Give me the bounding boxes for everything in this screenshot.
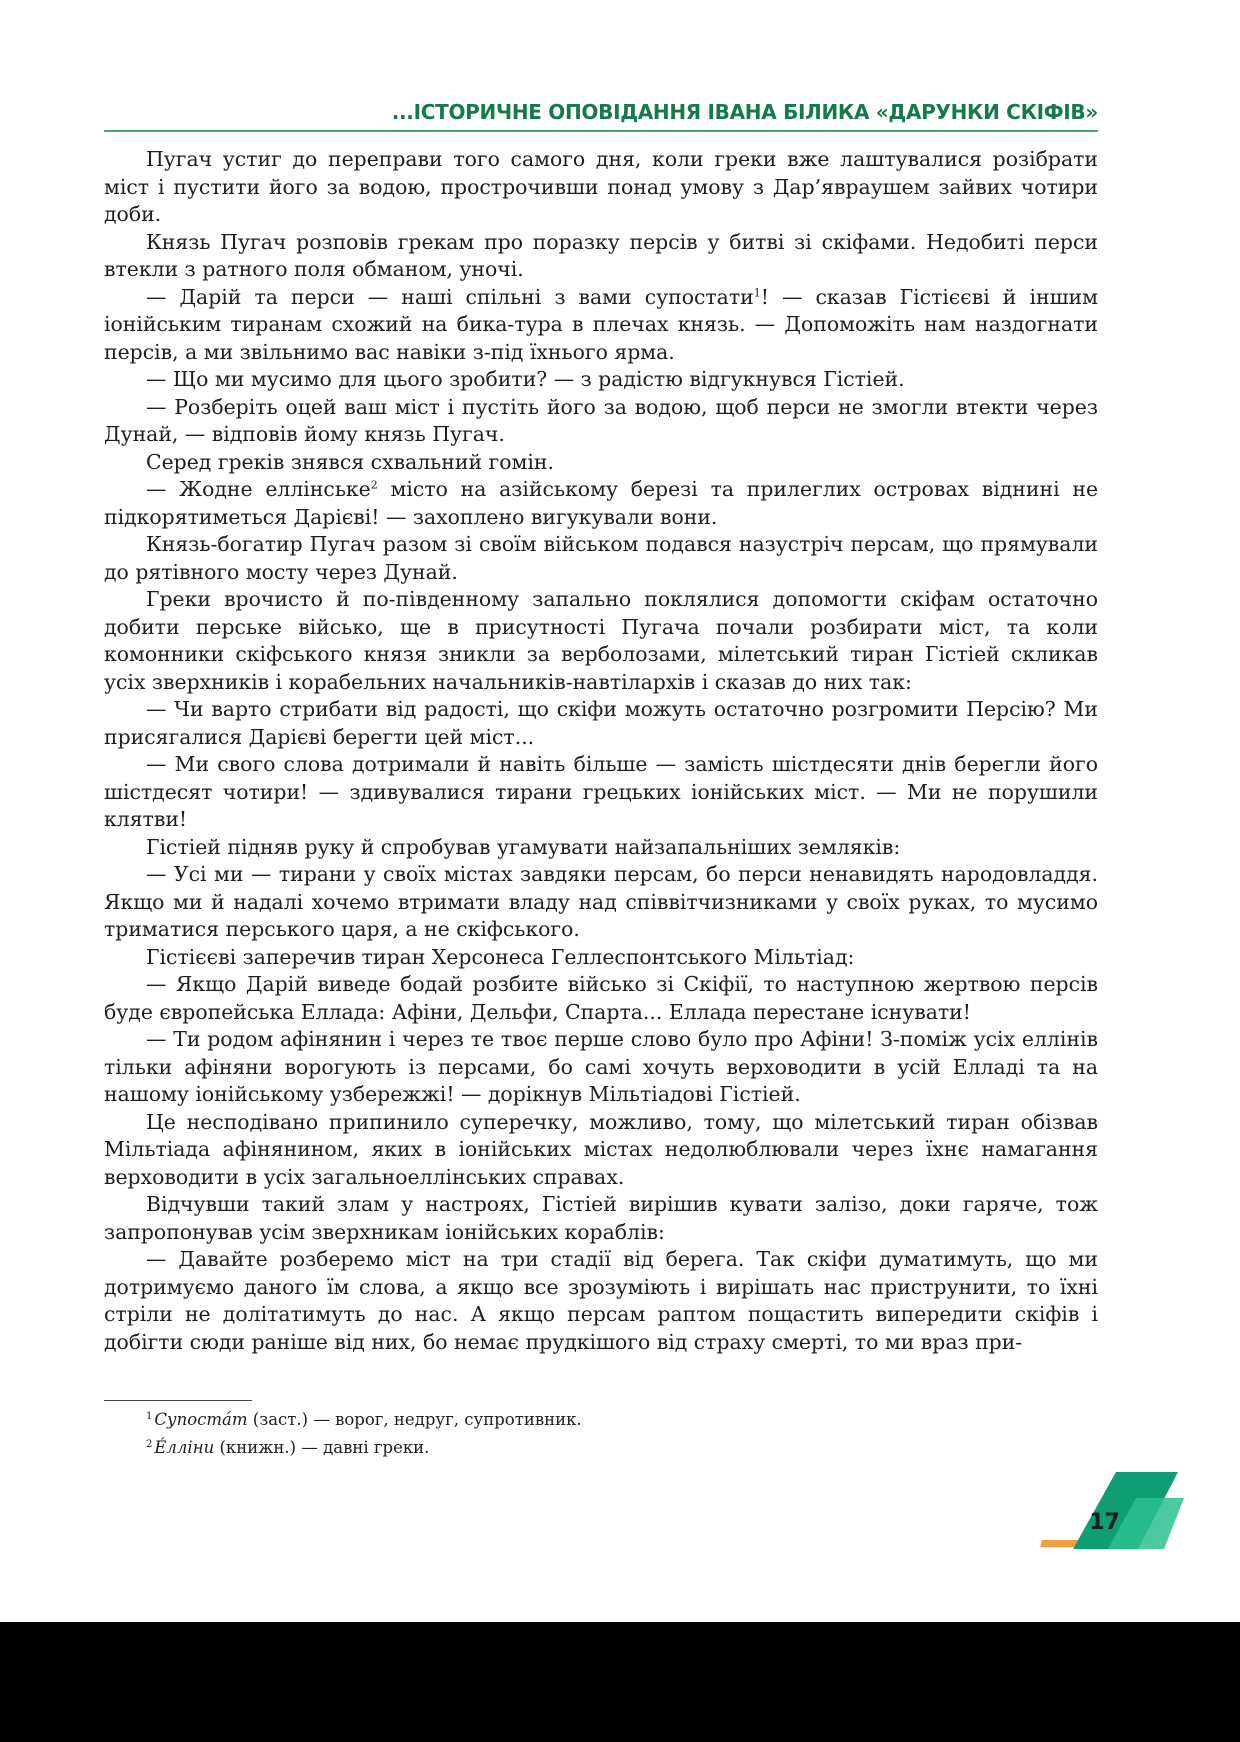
header-rule bbox=[104, 130, 1098, 132]
page-number: 17 bbox=[1089, 1510, 1120, 1535]
paragraph-6: Серед греків знявся схвальний гомін. bbox=[146, 449, 554, 474]
footnote-note: (книжн.) bbox=[214, 1438, 297, 1457]
paragraph-16: — Ти родом афінянин і через те твоє перше слово було про Афіни! З-поміж усіх еллінів тільки афіняни ворогують із персами, бо самі хочуть верховодити в усій Елладі та на нашому іонійському узбережжі! — дорікнув Мільтіадові Гістіей. bbox=[104, 1027, 1098, 1106]
running-header: ...ІСТОРИЧНЕ ОПОВІДАННЯ ІВАНА БІЛИКА «ДАРУНКИ СКІФІВ» bbox=[391, 100, 1098, 124]
paragraph-17: Це несподівано припинило суперечку, можливо, тому, що мілетський тиран обізвав Мільтіада афінянином, яких в іонійських містах недолюблювали через їхнє намагання верховодити в усіх загальноеллінських справах. bbox=[104, 1109, 1098, 1189]
footnote-2 bbox=[146, 1434, 1046, 1462]
footnote-rule bbox=[104, 1400, 252, 1401]
paragraph-11: — Ми свого слова дотримали й навіть більше — замість шістдесяти днів берегли його шістдесят чотири! — здивувалися тирани грецьких іонійських міст. — Ми не порушили клятви! bbox=[104, 752, 1098, 831]
paragraph-1: Пугач устиг до переправи того самого дня, коли греки вже лаштувалися розібрати міст і пустити його за водою, прострочивши понад умову з Дар’явраушем зайвих чотири доби. bbox=[104, 147, 1098, 226]
paragraph-10: — Чи варто стрибати від радості, що скіфи можуть остаточно розгромити Персію? Ми присягалися Дарієві берегти цей міст... bbox=[104, 697, 1098, 749]
footnote-text: — ворог, недруг, супротивник. bbox=[308, 1410, 582, 1429]
footnote-number: 1 bbox=[146, 1411, 153, 1422]
paragraph-13: — Усі ми — тирани у своїх містах завдяки персам, бо перси ненавидять народовладдя. Якщо ми й надалі хочемо втримати владу над співвітчизниками у своїх руках, то мусимо триматися перського царя, а не скіфського. bbox=[104, 862, 1098, 941]
footnote-term: Супостáт bbox=[154, 1410, 248, 1429]
footnote-term: Éлліни bbox=[154, 1438, 215, 1457]
paragraph-5: — Розберіть оцей ваш міст і пустіть його за водою, щоб перси не змогли втекти через Дунай, — відповів йому князь Пугач. bbox=[104, 394, 1098, 446]
footnote-text: — давні греки. bbox=[296, 1438, 430, 1457]
paragraph-7-end: місто на азійському березі та прилеглих островах віднині не підкорятиметься Дарієві! — захоплено вигукували вони. bbox=[104, 477, 1099, 529]
paragraph-4: — Що ми мусимо для цього зробити? — з радістю відгукнувся Гістіей. bbox=[146, 367, 905, 391]
paragraph-15: — Якщо Дарій виведе бодай розбите військо зі Скіфії, то наступною жертвою персів буде європейська Еллада: Афіни, Дельфи, Спарта... Еллада перестане існувати! bbox=[104, 972, 1098, 1024]
paragraph-14: Гістієєві заперечив тиран Херсонеса Геллеспонтського Мільтіад: bbox=[146, 944, 855, 969]
footnotes bbox=[146, 1406, 1046, 1462]
footnote-note: (заст.) bbox=[247, 1410, 309, 1429]
footnote-ref-2: 2 bbox=[370, 478, 378, 492]
paragraph-8: Князь-богатир Пугач разом зі своїм військом подався назустріч персам, що прямували до рятівного мосту через Дунай. bbox=[104, 532, 1098, 584]
footnote-1 bbox=[146, 1406, 1046, 1434]
paragraph-3-start: — Дарій та перси — наші спільні з вами супостати bbox=[146, 284, 754, 309]
paragraph-19: — Давайте розберемо міст на три стадії від берега. Так скіфи думатимуть, що ми дотримуємо даного їм слова, а якщо все зрозуміють і вирішать нас приструнити, то їхні стріли не долітатимуть до нас. А якщо персам раптом пощастить випередити скіфів і добігти сюди раніше від них, бо немає прудкішого від страху смерті, то ми враз при- bbox=[104, 1247, 1098, 1354]
paragraph-3 bbox=[104, 284, 1098, 367]
footnote-ref-1: 1 bbox=[753, 285, 761, 299]
body-text bbox=[104, 146, 1098, 1356]
paragraph-7-start: — Жодне еллінське bbox=[146, 477, 371, 501]
page-number-block bbox=[1040, 1470, 1200, 1570]
paragraph-7 bbox=[104, 476, 1098, 531]
paragraph-2: Князь Пугач розповів грекам про поразку персів у битві зі скіфами. Недобиті перси втекли з ратного поля обманом, уночі. bbox=[104, 229, 1098, 281]
paragraph-3-end: ! — сказав Гістієєві й іншим іонійським тиранам схожий на бика-тура в плечах князь. — Допоможіть нам наздогнати персів, а ми звільнимо вас навіки з-під їхнього ярма. bbox=[104, 284, 1098, 364]
paragraph-12: Гістіей підняв руку й спробував угамувати найзапальніших земляків: bbox=[146, 834, 901, 859]
footnote-number: 2 bbox=[146, 1439, 153, 1450]
paragraph-18: Відчувши такий злам у настроях, Гістіей вирішив кувати залізо, доки гаряче, тож запропонував усім зверхникам іонійських кораблів: bbox=[104, 1192, 1098, 1244]
paragraph-9: Греки врочисто й по-південному запально поклялися допомогти скіфам остаточно добити перське військо, ще в присутності Пугача почали розбирати міст, та коли комонники скіфського князя зникли за верболозами, мілетський тиран Гістіей скликав усіх зверхників і корабельних начальників-навтілархів і сказав до них так: bbox=[104, 587, 1098, 694]
